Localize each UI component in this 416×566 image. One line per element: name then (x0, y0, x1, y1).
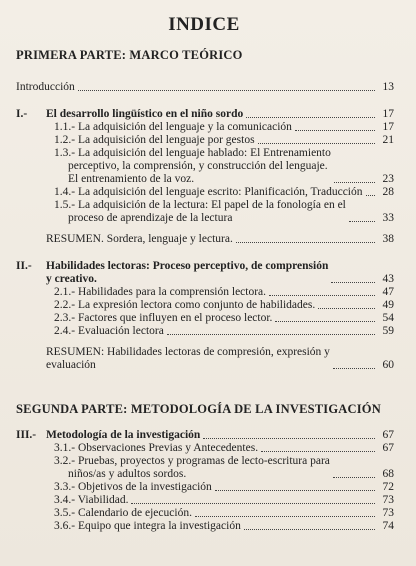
toc-item-3-6 (54, 520, 394, 533)
part1-heading: PRIMERA PARTE: MARCO TEÓRICO (16, 48, 243, 62)
toc-item-page: 73 (382, 494, 394, 506)
toc-item-label: 2.1.- Habilidades para la comprensión lectora. (54, 286, 267, 298)
chapter-3-number: III.- (16, 429, 37, 441)
chapter-3 (14, 429, 394, 533)
leader-dots (244, 529, 375, 530)
leader-dots (246, 117, 375, 118)
leader-dots (333, 477, 375, 478)
leader-dots (366, 195, 375, 196)
toc-item-page: 21 (382, 134, 394, 146)
chapter-2-number: II.- (16, 260, 32, 272)
leader-dots (318, 308, 375, 309)
leader-dots (236, 242, 375, 243)
chapter-3-heading: Metodología de la investigación (46, 429, 201, 441)
toc-item-page: 59 (382, 325, 394, 337)
chapter-1-heading: El desarrollo lingüístico en el niño sordo (46, 108, 244, 120)
part2-heading: SEGUNDA PARTE: METODOLOGÍA DE LA INVESTIGACIÓN (16, 402, 381, 416)
chapter-1-page: 17 (382, 108, 394, 120)
chapter-3-heading-entry (46, 429, 394, 442)
toc-item-label: 3.4.- Viabilidad. (54, 494, 129, 506)
toc-item-1-5 (54, 199, 394, 225)
resumen-page: 38 (382, 233, 394, 245)
toc-item-page: 33 (382, 212, 394, 224)
resumen-label: RESUMEN: Habilidades lectoras de compresión, expresión y evaluación (46, 346, 330, 371)
leader-dots (78, 90, 375, 91)
leader-dots (258, 143, 375, 144)
resumen-label: RESUMEN. Sordera, lenguaje y lectura. (46, 233, 233, 245)
toc-item-label: 3.6.- Equipo que integra la investigación (54, 520, 241, 532)
toc-item-page: 17 (382, 121, 394, 133)
toc-item-page: 28 (382, 186, 394, 198)
toc-item-label: 1.5.- La adquisición de la lectura: El papel de la fonología en el proceso de aprendizaje de la lectura (54, 199, 346, 224)
leader-dots (167, 334, 375, 335)
chapter-1-number: I.- (16, 108, 28, 120)
toc-item-page: 23 (382, 173, 394, 185)
toc-item-2-2 (54, 299, 394, 312)
toc-item-3-1 (54, 442, 394, 455)
toc-item-label: 2.2.- La expresión lectora como conjunto de habilidades. (54, 299, 316, 311)
chapter-2-resumen (46, 346, 394, 372)
toc-item-page: 74 (382, 520, 394, 532)
toc-item-label: 1.3.- La adquisición del lenguaje hablado: El Entrenamiento perceptivo, la comprensión, y construcción del lenguaje. El entrenamiento de la voz. (54, 147, 331, 185)
chapter-3-page: 67 (382, 429, 394, 441)
toc-item-page: 49 (382, 299, 394, 311)
toc-item-label: 3.2.- Pruebas, proyectos y programas de lecto-escritura para niños/as y adultos sordos. (54, 455, 330, 480)
toc-item-label: 3.5.- Calendario de ejecución. (54, 507, 192, 519)
leader-dots (334, 182, 375, 183)
toc-item-3-2 (54, 455, 394, 481)
toc-item-2-3 (54, 312, 394, 325)
leader-dots (333, 368, 375, 369)
toc-item-page: 47 (382, 286, 394, 298)
toc-item-label: 1.2.- La adquisición del lenguaje por gestos (54, 134, 255, 146)
toc-item-1-4 (54, 186, 394, 199)
toc-item-1-2 (54, 134, 394, 147)
intro-page: 13 (382, 81, 394, 93)
chapter-1-heading-entry (46, 108, 394, 121)
intro-entry (16, 81, 394, 94)
leader-dots (195, 516, 375, 517)
toc-item-label: 2.3.- Factores que influyen en el proceso lector. (54, 312, 273, 324)
toc-item-page: 72 (382, 481, 394, 493)
chapter-2 (14, 260, 394, 372)
leader-dots (261, 451, 375, 452)
chapter-2-heading-entry (46, 260, 394, 286)
leader-dots (349, 221, 375, 222)
toc-item-label: 1.4.- La adquisición del lenguaje escrito: Planificación, Traducción (54, 186, 363, 198)
chapter-1-resumen (46, 233, 394, 246)
toc-item-page: 68 (382, 468, 394, 480)
leader-dots (331, 282, 375, 283)
leader-dots (275, 321, 375, 322)
toc-item-3-4 (54, 494, 394, 507)
toc-item-3-5 (54, 507, 394, 520)
toc-item-2-1 (54, 286, 394, 299)
toc-item-1-3 (54, 147, 394, 186)
resumen-page: 60 (382, 359, 394, 371)
chapter-2-page: 43 (382, 273, 394, 285)
page-title: INDICE (168, 14, 240, 35)
toc-item-3-3 (54, 481, 394, 494)
toc-item-page: 67 (382, 442, 394, 454)
toc-item-page: 54 (382, 312, 394, 324)
toc-item-page: 73 (382, 507, 394, 519)
leader-dots (203, 438, 375, 439)
leader-dots (295, 130, 375, 131)
toc-item-label: 3.3.- Objetivos de la investigación (54, 481, 212, 493)
toc-item-1-1 (54, 121, 394, 134)
chapter-1 (14, 108, 394, 246)
toc-item-label: 1.1.- La adquisición del lenguaje y la comunicación (54, 121, 292, 133)
chapter-2-heading: Habilidades lectoras: Proceso perceptivo, de comprensión y creativo. (46, 260, 329, 285)
toc-item-label: 2.4.- Evaluación lectora (54, 325, 164, 337)
leader-dots (215, 490, 375, 491)
toc-item-2-4 (54, 325, 394, 338)
leader-dots (131, 503, 375, 504)
toc-item-label: 3.1.- Observaciones Previas y Antecedentes. (54, 442, 259, 454)
intro-label: Introducción (16, 81, 75, 93)
leader-dots (269, 295, 375, 296)
